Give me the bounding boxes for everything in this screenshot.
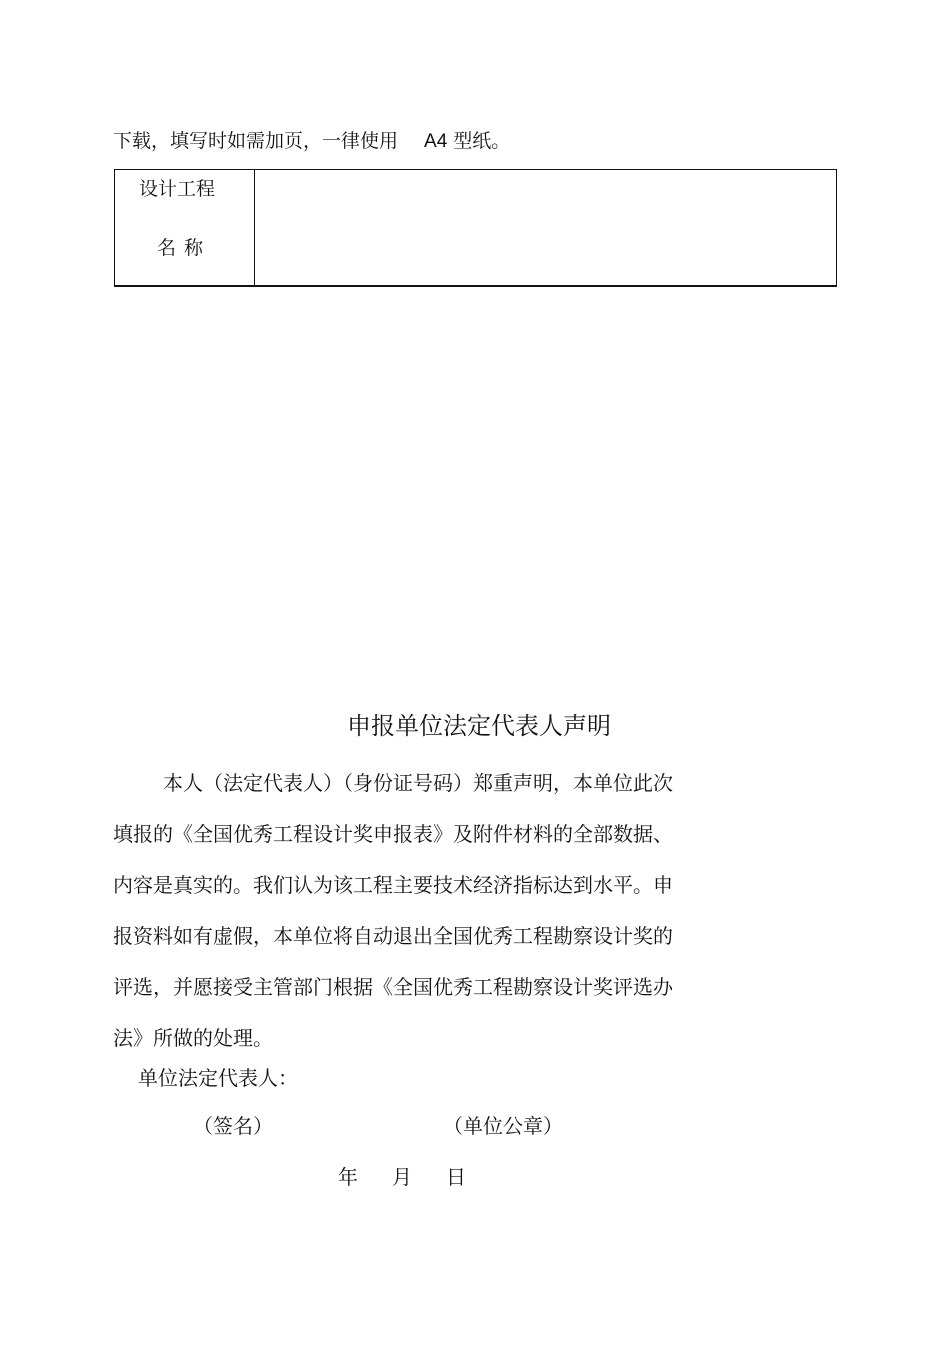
note-prefix: 下载，填写时如需加页，一律使用 [113, 130, 399, 152]
note-suffix: 型纸。 [453, 130, 511, 152]
date-day-label: 日 [446, 1165, 466, 1189]
declaration-title: 申报单位法定代表人声明 [347, 712, 611, 740]
date-month-label: 月 [392, 1165, 412, 1189]
declaration-line: 填报的《全国优秀工程设计奖申报表》及附件材料的全部数据、 [113, 822, 673, 846]
declaration-line: 评选，并愿接受主管部门根据《全国优秀工程勘察设计奖评选办 [113, 975, 673, 999]
date-year-label: 年 [338, 1165, 358, 1189]
paper-note [113, 128, 510, 155]
declaration-line: 报资料如有虚假，本单位将自动退出全国优秀工程勘察设计奖的 [113, 924, 673, 948]
project-name-label-line1: 设计工程 [139, 178, 216, 200]
project-name-value-cell[interactable] [255, 170, 837, 287]
project-name-label-cell [115, 170, 255, 287]
legal-representative-label: 单位法定代表人： [138, 1066, 298, 1090]
note-paper-size: A4 [424, 131, 448, 152]
declaration-line: 本人（法定代表人）（身份证号码）郑重声明，本单位此次 [163, 771, 673, 795]
signature-label: （签名） [193, 1114, 273, 1138]
project-name-label-line2: 名称 [157, 237, 212, 259]
project-name-table [114, 169, 837, 287]
date-line [338, 1163, 466, 1191]
unit-seal-label: （单位公章） [443, 1114, 563, 1138]
declaration-line: 法》所做的处理。 [113, 1026, 273, 1050]
declaration-paragraph [113, 758, 773, 1064]
declaration-line: 内容是真实的。我们认为该工程主要技术经济指标达到水平。申 [113, 873, 673, 897]
